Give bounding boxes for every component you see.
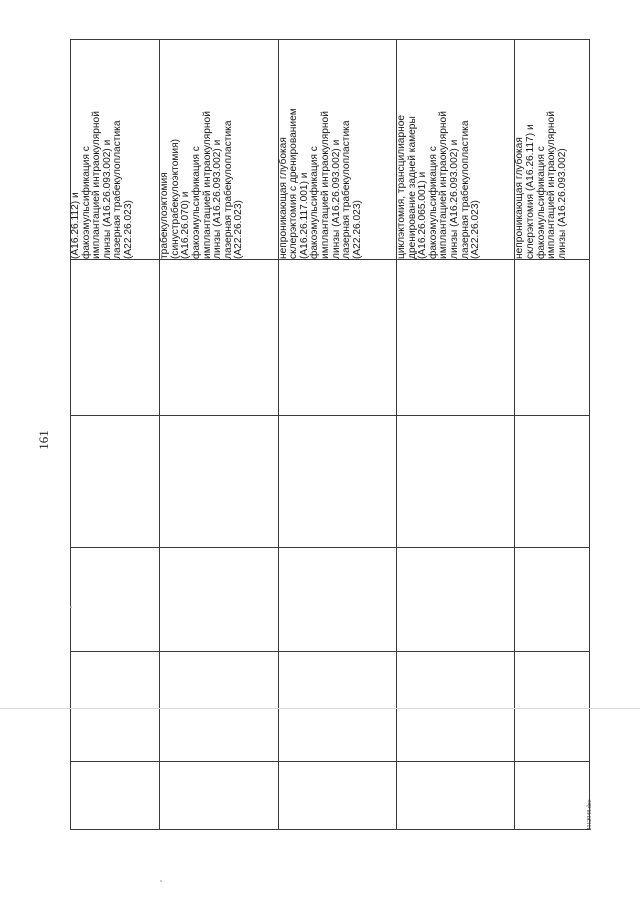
- rotated-table-container: [70, 40, 590, 830]
- scan-speck: [70, 606, 72, 608]
- table-row: [160, 40, 278, 830]
- text-line: имплантацией интраокулярной: [319, 111, 331, 259]
- text-line: (A16.26.117.001) и: [298, 172, 310, 259]
- text-line: непроникающая глубокая: [514, 137, 526, 259]
- text-line: линзы (A16.26.093.002) и: [101, 139, 113, 259]
- text-line: имплантацией интраокулярной: [546, 111, 558, 259]
- table-cell: [397, 652, 515, 762]
- text-line: факоэмульсификация с: [309, 146, 321, 259]
- table-row: [278, 40, 396, 830]
- text-line: лазерная трабекулопластика: [341, 120, 353, 259]
- table-cell: [160, 260, 278, 416]
- page-number: 161: [36, 430, 51, 450]
- table-cell: [397, 416, 515, 548]
- table-cell: [71, 260, 160, 416]
- text-line: имплантацией интраокулярной: [201, 111, 213, 259]
- text-line: факоэмульсификация с: [190, 146, 202, 259]
- table-cell: [160, 548, 278, 652]
- table-row: [397, 40, 515, 830]
- table-cell: [515, 652, 590, 762]
- table-cell: [397, 260, 515, 416]
- text-line: (A22.26.023): [233, 200, 245, 259]
- procedure-description-cell: [397, 40, 515, 260]
- text-line: имплантацией интраокулярной: [438, 111, 450, 259]
- text-line: имплантацией интраокулярной: [91, 111, 103, 259]
- text-line: склерэктомия с дренированием: [288, 108, 300, 259]
- text-line: линзы (A16.26.093.002) и: [330, 139, 342, 259]
- text-line: лазерная трабекулопластика: [112, 120, 124, 259]
- table-cell: [515, 416, 590, 548]
- table-cell: [278, 652, 396, 762]
- text-line: склерэктомия (A16.26.117) и: [525, 124, 537, 259]
- procedure-description-cell: [71, 40, 160, 260]
- scan-fold-line: [0, 708, 640, 709]
- table-cell: [160, 652, 278, 762]
- table-cell: [160, 762, 278, 830]
- procedure-description-cell: [515, 40, 590, 260]
- text-line: факоэмульсификация с: [427, 146, 439, 259]
- scan-speck: [160, 880, 162, 882]
- procedure-description-cell: [160, 40, 278, 260]
- text-line: (A22.26.023): [470, 200, 482, 259]
- table-cell: [278, 762, 396, 830]
- procedure-table: [70, 39, 590, 830]
- table-cell: [397, 762, 515, 830]
- table-cell: [71, 652, 160, 762]
- text-line: лазерная трабекулопластика: [459, 120, 471, 259]
- text-line: трабекулоэктомия: [159, 172, 171, 259]
- text-line: факоэмульсификация с: [535, 146, 547, 259]
- table-cell: [397, 548, 515, 652]
- text-line: факоэмульсификация с: [80, 146, 92, 259]
- table-cell: [71, 416, 160, 548]
- text-line: (A16.26.065.001) и: [417, 171, 429, 259]
- text-line: линзы (A16.26.093.002) и: [212, 139, 224, 259]
- table-cell: [515, 762, 590, 830]
- procedure-description-cell: [278, 40, 396, 260]
- text-line: циклэктомия, трансцилиарное: [396, 114, 407, 259]
- table-cell: [278, 416, 396, 548]
- text-line: линзы (A16.26.093.002) и: [448, 139, 460, 259]
- text-line: (A22.26.023): [122, 200, 134, 259]
- table-cell: [278, 260, 396, 416]
- document-file-code: 2112948.doc: [587, 799, 593, 831]
- text-line: (A16.26.070) и: [180, 191, 192, 259]
- text-line: (A22.26.023): [351, 200, 363, 259]
- text-line: линзы (A16.26.093.002): [556, 148, 568, 259]
- table-row: [71, 40, 160, 830]
- table-cell: [515, 260, 590, 416]
- table-cell: [278, 548, 396, 652]
- text-line: дренирование задней камеры: [406, 116, 418, 259]
- text-line: (A16.26.112) и: [70, 192, 81, 259]
- table-cell: [71, 762, 160, 830]
- text-line: лазерная трабекулопластика: [222, 120, 234, 259]
- table-cell: [71, 548, 160, 652]
- table-cell: [515, 548, 590, 652]
- text-line: непроникающая глубокая: [277, 137, 289, 259]
- table-row: [515, 40, 590, 830]
- table-cell: [160, 416, 278, 548]
- text-line: (синустрабекулоэктомия): [169, 138, 181, 259]
